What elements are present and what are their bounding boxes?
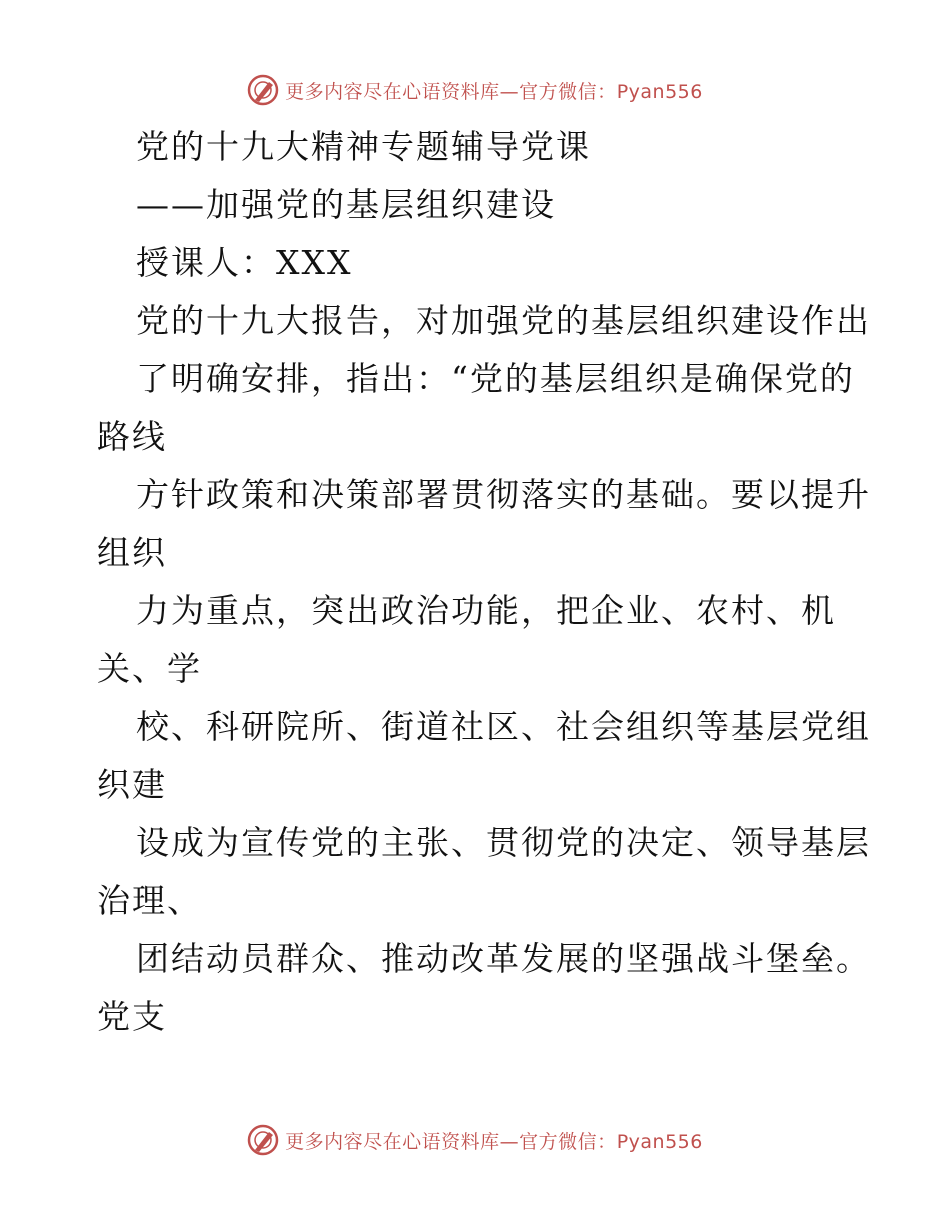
- body-line: 校、科研院所、街道社区、社会组织等基层党组: [136, 707, 871, 746]
- footer-brand-text: 更多内容尽在心语资料库: [285, 1130, 500, 1153]
- header-wechat-label: 官方微信：: [519, 80, 617, 103]
- body-line: 路线: [97, 417, 167, 456]
- lecturer-line: 授课人：XXX: [136, 243, 353, 282]
- body-line: 了明确安排，指出：“党的基层组织是确保党的: [136, 359, 855, 398]
- header-banner-text: [285, 77, 703, 104]
- header-separator: —: [499, 80, 520, 103]
- body-line: 力为重点，突出政治功能，把企业、农村、机: [136, 591, 836, 630]
- footer-wechat-label: 官方微信：: [519, 1130, 617, 1153]
- header-banner: [0, 70, 950, 110]
- body-line: 党的十九大报告，对加强党的基层组织建设作出: [136, 301, 871, 340]
- document-title: 党的十九大精神专题辅导党课: [136, 127, 591, 166]
- body-line: 团结动员群众、推动改革发展的坚强战斗堡垒。: [136, 939, 871, 978]
- footer-banner-text: [285, 1127, 703, 1154]
- body-line: 治理、: [97, 881, 202, 920]
- footer-separator: —: [499, 1130, 520, 1153]
- body-line: 组织: [97, 533, 167, 572]
- document-body: [0, 118, 950, 1046]
- footer-wechat-id: Pyan556: [616, 1130, 703, 1153]
- body-line: 党支: [97, 997, 167, 1036]
- pen-logo-icon: [247, 74, 279, 106]
- document-subtitle: ——加强党的基层组织建设: [136, 185, 556, 224]
- footer-banner: [0, 1120, 950, 1160]
- body-line: 关、学: [97, 649, 202, 688]
- header-wechat-id: Pyan556: [616, 80, 703, 103]
- body-line: 织建: [97, 765, 167, 804]
- header-brand-text: 更多内容尽在心语资料库: [285, 80, 500, 103]
- body-line: 方针政策和决策部署贯彻落实的基础。要以提升: [136, 475, 871, 514]
- pen-logo-icon: [247, 1124, 279, 1156]
- body-line: 设成为宣传党的主张、贯彻党的决定、领导基层: [136, 823, 871, 862]
